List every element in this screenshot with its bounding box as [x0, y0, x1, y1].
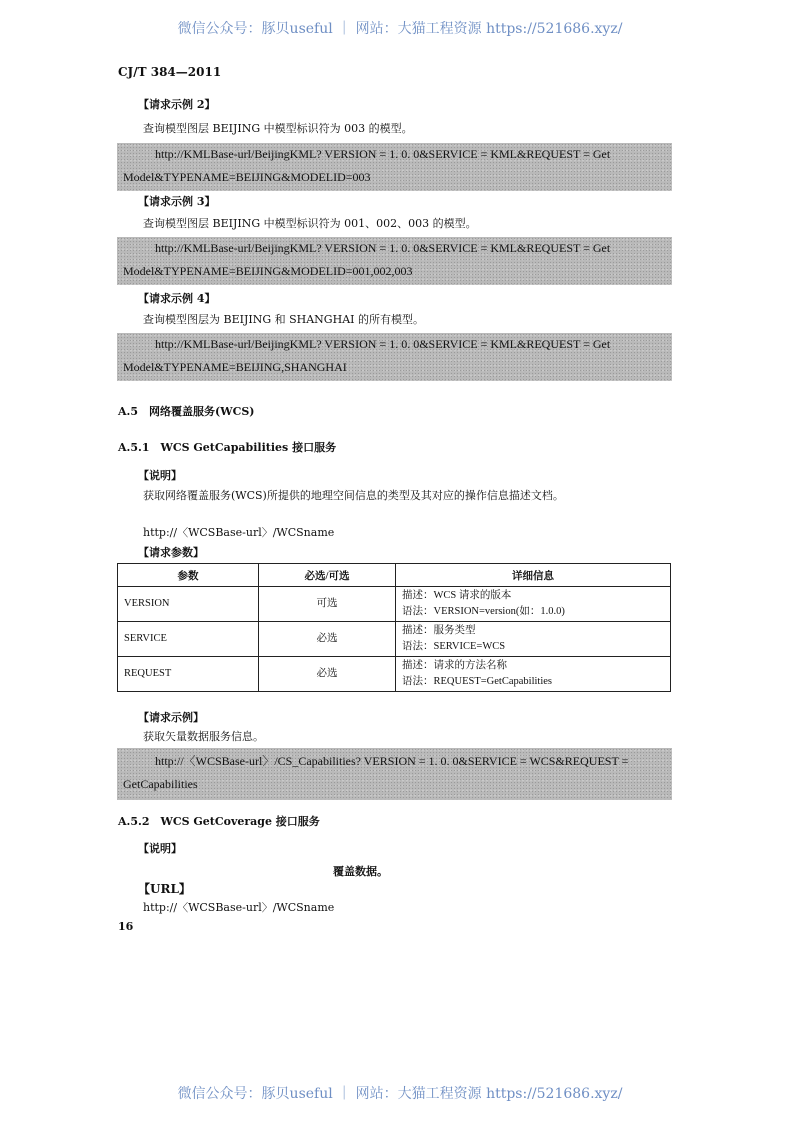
col-header: 必选/可选 [259, 564, 396, 587]
a51-desc-label: 【说明】 [138, 469, 182, 482]
a51-example-code [117, 748, 672, 800]
detail-syntax: 语法：REQUEST=GetCapabilities [402, 676, 552, 687]
table-header-row [118, 564, 671, 587]
required-cell: 必选 [259, 622, 396, 657]
a51-example-label: 【请求示例】 [138, 711, 204, 724]
example-3-desc: 查询模型图层 BEIJING 中模型标识符为 001、002、003 的模型。 [143, 217, 477, 230]
detail-cell [396, 587, 671, 622]
section-a51-title: A.5.1 WCS GetCapabilities 接口服务 [118, 441, 337, 454]
code-line: http://〈WCSBase-url〉/CS_Capabilities? VERSION = 1. 0. 0&SERVICE = WCS&REQUEST = [155, 754, 629, 768]
a51-desc: 获取网络覆盖服务(WCS)所提供的地理空间信息的类型及其对应的操作信息描述文档。 [143, 489, 564, 502]
example-3-label: 【请求示例 3】 [138, 195, 216, 208]
required-cell: 可选 [259, 587, 396, 622]
detail-cell [396, 657, 671, 692]
param-cell: REQUEST [118, 657, 259, 692]
example-2-code [117, 143, 672, 191]
table-row [118, 657, 671, 692]
table-row [118, 622, 671, 657]
col-header: 参数 [118, 564, 259, 587]
a51-params-label: 【请求参数】 [138, 546, 204, 559]
standard-header: CJ/T 384—2011 [118, 65, 222, 79]
code-line: Model&TYPENAME=BEIJING&MODELID=001,002,003 [123, 264, 413, 278]
params-table [117, 563, 671, 692]
code-line: GetCapabilities [123, 777, 198, 791]
example-2-label: 【请求示例 2】 [138, 98, 216, 111]
a52-desc-label: 【说明】 [138, 842, 182, 855]
example-4-label: 【请求示例 4】 [138, 292, 216, 305]
a51-url: http://〈WCSBase-url〉/WCSname [143, 526, 335, 539]
example-4-desc: 查询模型图层为 BEIJING 和 SHANGHAI 的所有模型。 [143, 313, 424, 326]
detail-desc: 描述：请求的方法名称 [402, 660, 507, 671]
code-line: http://KMLBase-url/BeijingKML? VERSION = 1. 0. 0&SERVICE = KML&REQUEST = Get [155, 147, 611, 161]
code-line: http://KMLBase-url/BeijingKML? VERSION = 1. 0. 0&SERVICE = KML&REQUEST = Get [155, 241, 611, 255]
required-cell: 必选 [259, 657, 396, 692]
detail-syntax: 语法：SERVICE=WCS [402, 641, 506, 652]
detail-desc: 描述：WCS 请求的版本 [402, 590, 512, 601]
a52-url-label: 【URL】 [138, 882, 191, 896]
a52-desc: 覆盖数据。 [333, 865, 388, 878]
a52-url: http://〈WCSBase-url〉/WCSname [143, 901, 335, 914]
example-4-code [117, 333, 672, 381]
example-2-desc: 查询模型图层 BEIJING 中模型标识符为 003 的模型。 [143, 122, 413, 135]
detail-desc: 描述：服务类型 [402, 625, 476, 636]
watermark-bottom: 微信公众号：豚贝useful ｜ 网站：大猫工程资源 https://521686.xyz/ [177, 1086, 623, 1102]
table-row [118, 587, 671, 622]
detail-syntax: 语法：VERSION=version(如：1.0.0) [402, 606, 565, 617]
col-header: 详细信息 [396, 564, 671, 587]
section-a5-title: A.5 网络覆盖服务(WCS) [118, 405, 255, 418]
detail-cell [396, 622, 671, 657]
code-line: Model&TYPENAME=BEIJING&MODELID=003 [123, 170, 371, 184]
param-cell: VERSION [118, 587, 259, 622]
a51-example-desc: 获取矢量数据服务信息。 [143, 730, 264, 743]
example-3-code [117, 237, 672, 285]
code-line: http://KMLBase-url/BeijingKML? VERSION = 1. 0. 0&SERVICE = KML&REQUEST = Get [155, 337, 611, 351]
section-a52-title: A.5.2 WCS GetCoverage 接口服务 [118, 815, 320, 828]
page-number: 16 [118, 920, 134, 933]
code-line: Model&TYPENAME=BEIJING,SHANGHAI [123, 360, 347, 374]
watermark-top: 微信公众号：豚贝useful ｜ 网站：大猫工程资源 https://521686.xyz/ [177, 21, 623, 37]
param-cell: SERVICE [118, 622, 259, 657]
